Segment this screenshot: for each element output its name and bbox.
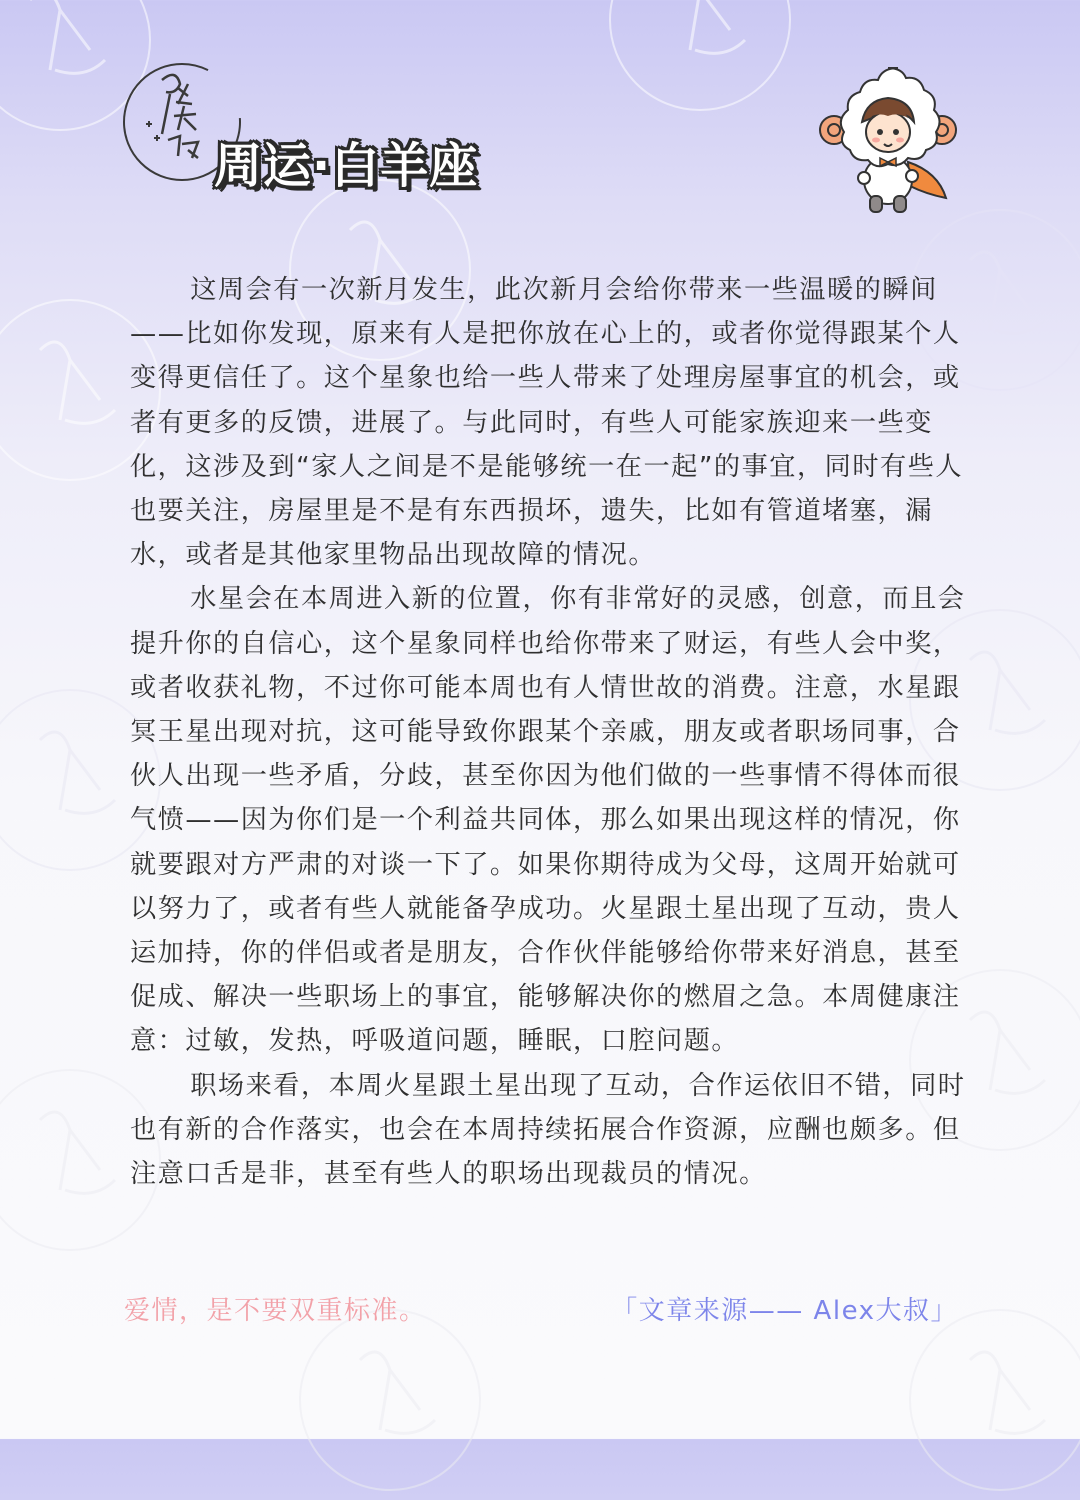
title-wrap <box>214 126 478 196</box>
header <box>118 58 538 198</box>
watermark-logo <box>290 1300 490 1500</box>
sheep-mascot-illustration <box>818 62 958 218</box>
page-title: 周运·白羊座 <box>214 137 479 194</box>
paragraph: 这周会有一次新月发生，此次新月会给你带来一些温暖的瞬间——比如你发现，原来有人是把你放在心上的，或者你觉得跟某个人变得更信任了。这个星象也给一些人带来了处理房屋事宜的机会，或者有更多的反馈，进展了。与此同时，有些人可能家族迎来一些变化，这涉及到“家人之间是不是能够统一在一起”的事宜，同时有些人也要关注，房屋里是不是有东西损坏，遗失，比如有管道堵塞，漏水，或者是其他家里物品出现故障的情况。 <box>130 275 964 571</box>
paragraph: 水星会在本周进入新的位置，你有非常好的灵感，创意，而且会提升你的自信心，这个星象同样也给你带来了财运，有些人会中奖，或者收获礼物，不过你可能本周也有人情世故的消费。注意，水星跟冥王星出现对抗，这可能导致你跟某个亲戚，朋友或者职场同事，合伙人出现一些矛盾，分歧，甚至你因为他们做的一些事情不得体而很气愤——因为你们是一个利益共同体，那么如果出现这样的情况，你就要跟对方严肃的对谈一下了。如果你期待成为父母，这周开始就可以努力了，或者有些人就能备孕成功。火星跟土星出现了互动，贵人运加持，你的伴侣或者是朋友，合作伙伴能够给你带来好消息，甚至促成、解决一些职场上的事宜，能够解决你的燃眉之急。本周健康注意：过敏，发热，呼吸道问题，睡眠，口腔问题。 <box>130 584 966 1057</box>
watermark-logo <box>600 0 800 120</box>
watermark-logo <box>900 1300 1080 1500</box>
article-body <box>130 268 972 1196</box>
source-credit: 「文章来源—— Alex大叔」 <box>611 1296 958 1326</box>
love-quote: 爱情，是不要双重标准。 <box>124 1296 427 1326</box>
paragraph: 职场来看，本周火星跟土星出现了互动，合作运依旧不错，同时也有新的合作落实，也会在本周持续拓展合作资源，应酬也颇多。但注意口舌是非，甚至有些人的职场出现裁员的情况。 <box>130 1070 966 1190</box>
